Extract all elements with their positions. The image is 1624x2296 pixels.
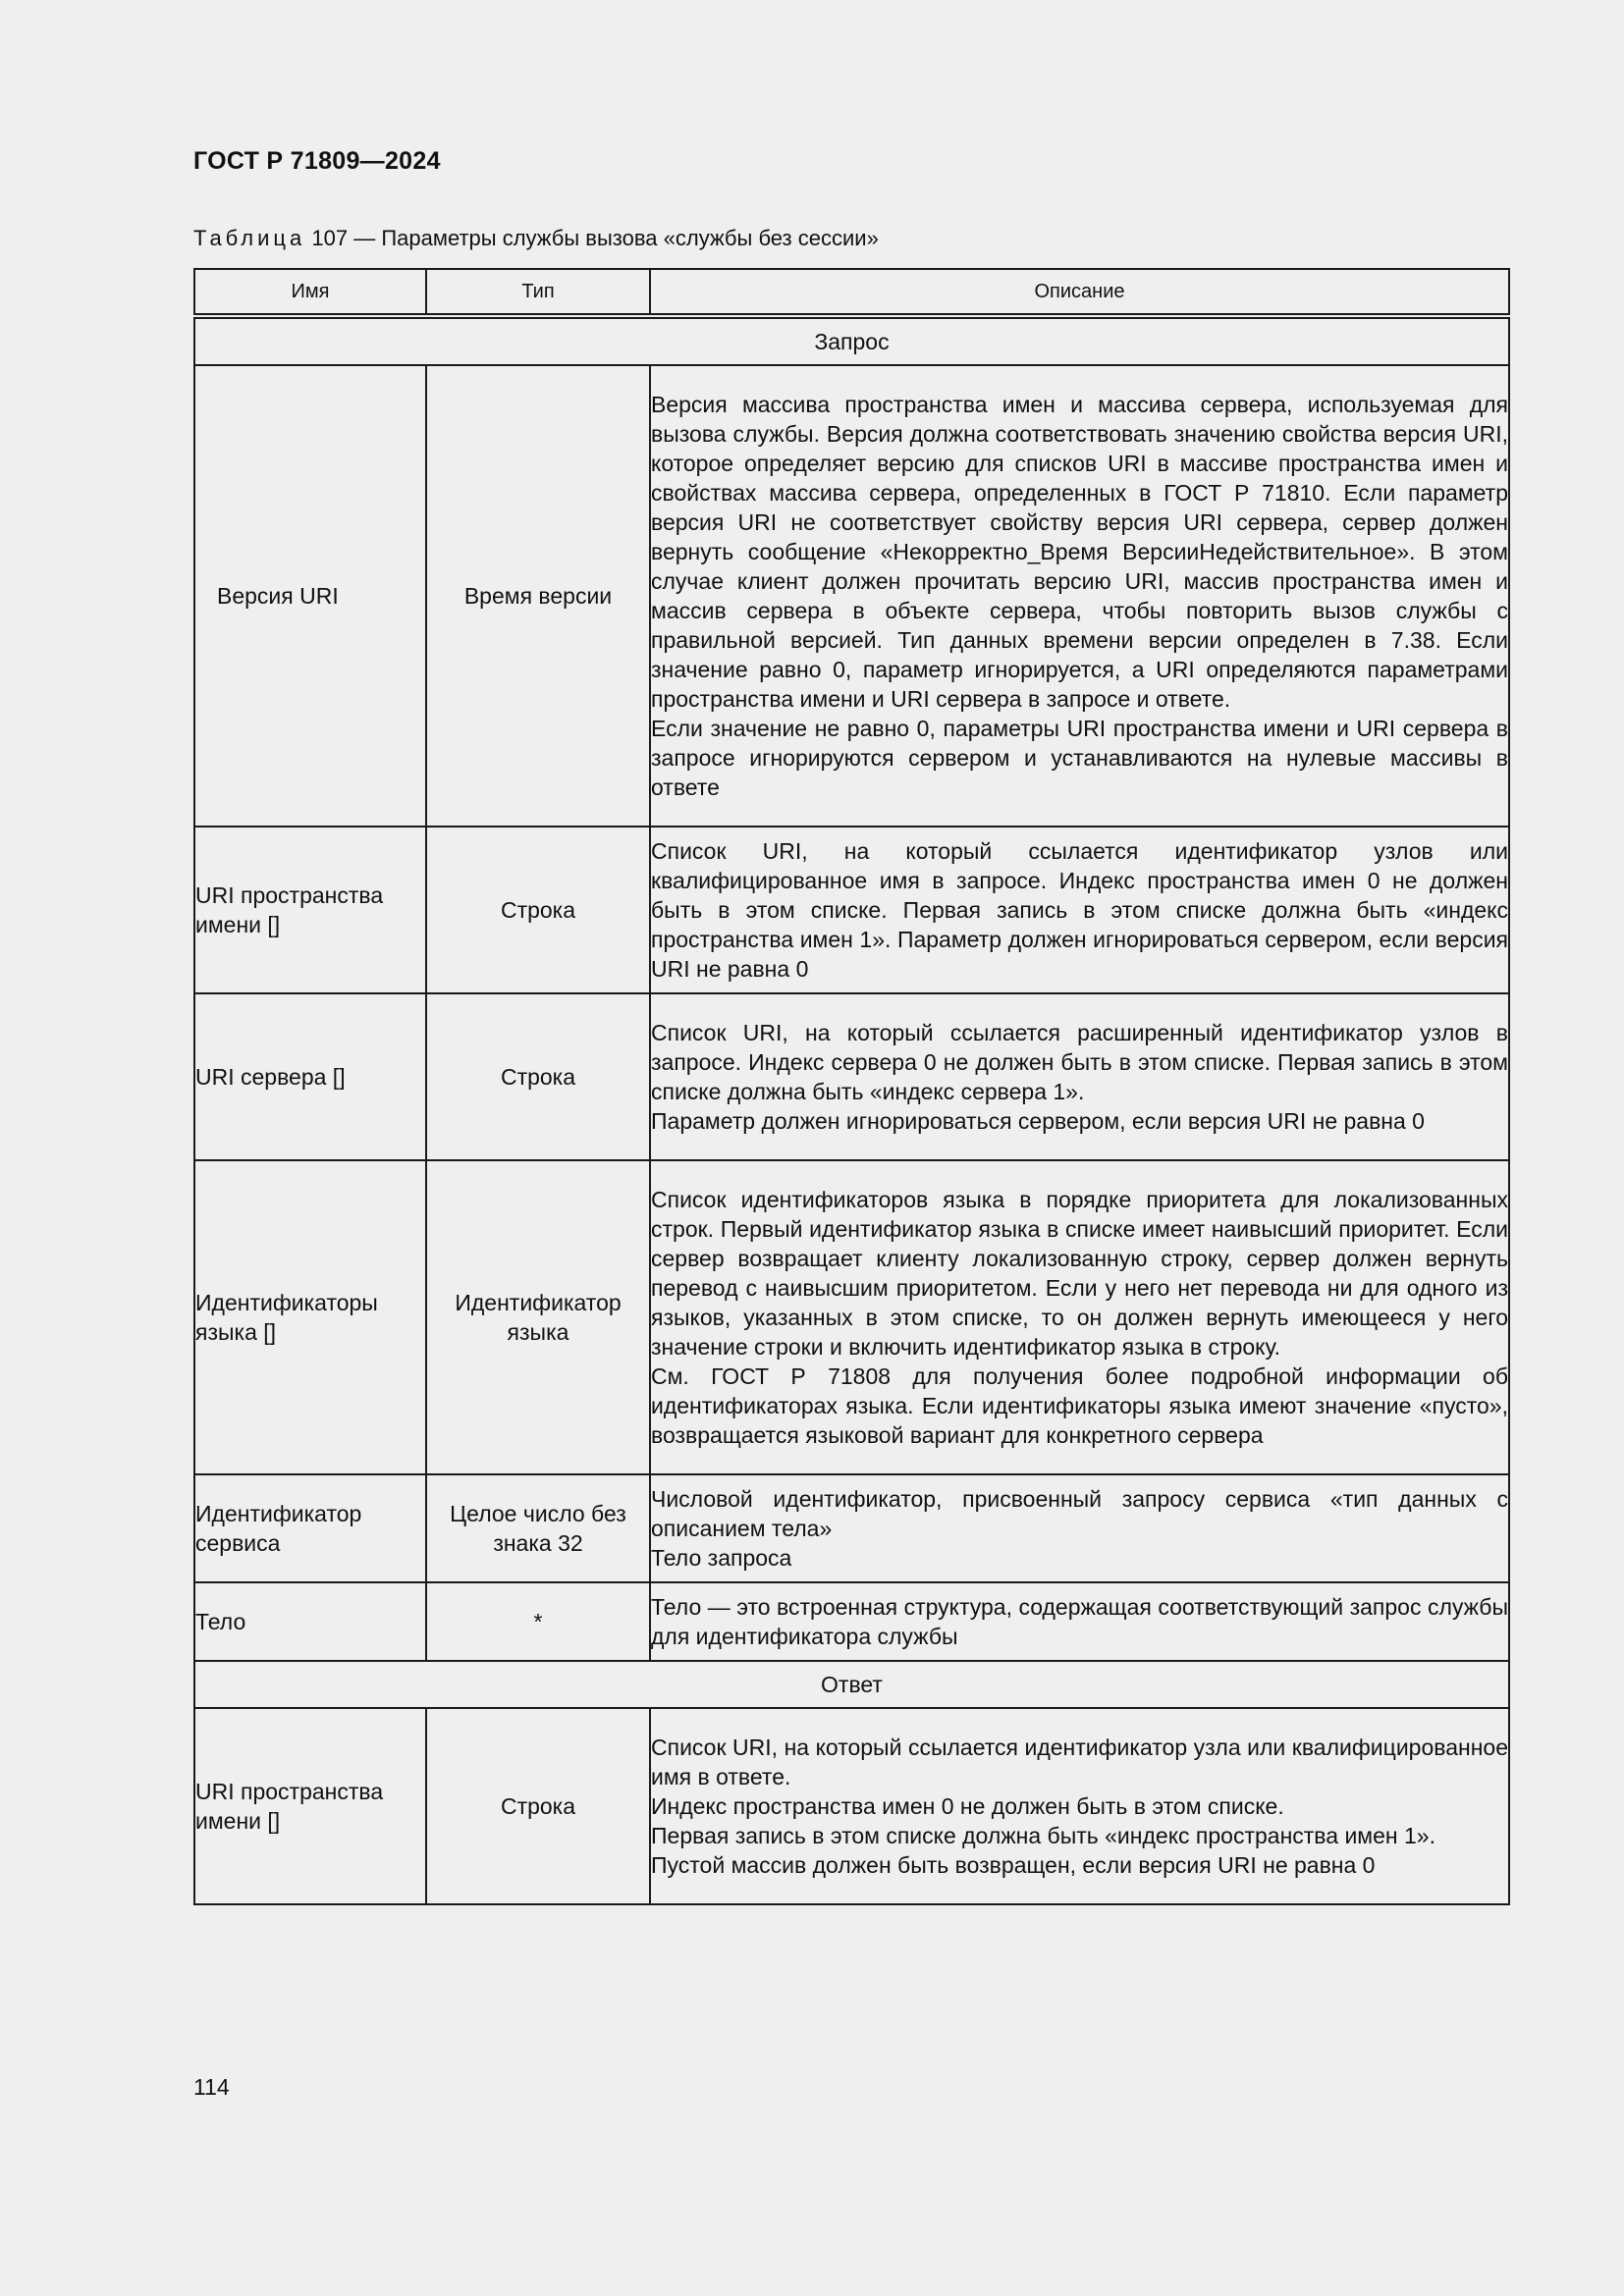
table-row (194, 993, 1509, 1160)
param-description (650, 1160, 1509, 1474)
param-type: Идентификатор языка (426, 1160, 650, 1474)
param-description-text-2: Индекс пространства имен 0 не должен быть в этом списке. (651, 1793, 1284, 1819)
table-caption-text: 107 — Параметры службы вызова «службы без сессии» (311, 226, 879, 250)
section-title-response: Ответ (194, 1661, 1509, 1708)
param-name: URI пространства имени [] (194, 1708, 426, 1904)
table-row (194, 365, 1509, 827)
table-row (194, 1474, 1509, 1582)
param-description-text: Числовой идентификатор, присвоенный запросу сервиса «тип данных с описанием тела» (651, 1486, 1508, 1541)
table-caption (193, 226, 879, 251)
param-name: Идентификаторы языка [] (194, 1160, 426, 1474)
table-row (194, 827, 1509, 993)
param-description (650, 1708, 1509, 1904)
table-caption-prefix: Таблица (193, 226, 306, 250)
parameters-table (193, 268, 1510, 1905)
param-type: Время версии (426, 365, 650, 827)
document-standard-header: ГОСТ Р 71809—2024 (193, 147, 441, 175)
param-name: URI сервера [] (194, 993, 426, 1160)
param-description-text-3: Первая запись в этом списке должна быть «индекс пространства имен 1». (651, 1823, 1435, 1848)
param-description-text-2: Тело запроса (651, 1545, 792, 1571)
param-description (650, 827, 1509, 993)
param-description-text: Версия массива пространства имен и массива сервера, используемая для вызова службы. Версия должна соответствовать значению свойства версия URI, которое определяет версию для списков URI в массиве пространства имен и свойствах массива сервера, определенных в ГОСТ Р 71810. Если параметр версия URI не соответствует свойству версия URI сервера, сервер должен вернуть сообщение «Некорректно_Время ВерсииНедействительное». В этом случае клиент должен прочитать версию URI, массив пространства имен и массив сервера в объекте сервера, чтобы повторить вызов службы с правильной версией. Тип данных времени версии определен в 7.38. Если значение равно 0, параметр игнорируется, а URI определяются параметрами пространства имени и URI сервера в запросе и ответе. (651, 392, 1508, 712)
param-type: Строка (426, 827, 650, 993)
table-row (194, 1582, 1509, 1661)
param-description (650, 993, 1509, 1160)
table-row (194, 1708, 1509, 1904)
param-description-text-4: Пустой массив должен быть возвращен, если версия URI не равна 0 (651, 1852, 1376, 1878)
param-name: Версия URI (194, 365, 426, 827)
section-title-request: Запрос (194, 316, 1509, 365)
column-header-name: Имя (194, 269, 426, 316)
table-row (194, 1160, 1509, 1474)
table-header-row (194, 269, 1509, 316)
section-row-response (194, 1661, 1509, 1708)
param-description-text: Тело — это встроенная структура, содержащая соответствующий запрос службы для идентификатора службы (651, 1594, 1508, 1649)
param-name: Идентификатор сервиса (194, 1474, 426, 1582)
param-description-text: Список идентификаторов языка в порядке приоритета для локализованных строк. Первый идентификатор языка в списке имеет наивысший приоритет. Если сервер возвращает клиенту локализованную строку, сервер должен вернуть перевод с наивысшим приоритетом. Если у него нет перевода ни для одного из языков, указанных в этом списке, то он должен вернуть имеющееся у него значение строки и включить идентификатор языка в строку. (651, 1187, 1508, 1360)
section-row-request (194, 316, 1509, 365)
param-type: * (426, 1582, 650, 1661)
param-description-text: Список URI, на который ссылается идентификатор узла или квалифицированное имя в ответе. (651, 1735, 1508, 1789)
page-number: 114 (193, 2074, 230, 2100)
param-type: Строка (426, 993, 650, 1160)
param-name: URI пространства имени [] (194, 827, 426, 993)
param-description-text: Список URI, на который ссылается расширенный идентификатор узлов в запросе. Индекс сервера 0 не должен быть в этом списке. Первая запись в этом списке должна быть «индекс сервера 1». (651, 1020, 1508, 1104)
param-description-text-2: См. ГОСТ Р 71808 для получения более подробной информации об идентификаторах языка. Если идентификаторы языка имеют значение «пусто», возвращается языковой вариант для конкретного сервера (651, 1363, 1508, 1448)
param-type: Строка (426, 1708, 650, 1904)
param-description (650, 1474, 1509, 1582)
param-description-text-2: Параметр должен игнорироваться сервером, если версия URI не равна 0 (651, 1108, 1425, 1134)
param-description-text-2: Если значение не равно 0, параметры URI пространства имени и URI сервера в запросе игнорируются сервером и устанавливаются на нулевые массивы в ответе (651, 716, 1508, 800)
column-header-description: Описание (650, 269, 1509, 316)
column-header-type: Тип (426, 269, 650, 316)
param-name: Тело (194, 1582, 426, 1661)
param-description-text: Список URI, на который ссылается идентификатор узлов или квалифицированное имя в запросе. Индекс пространства имен 0 не должен быть в этом списке. Первая запись в этом списке должна быть «индекс пространства имен 1». Параметр должен игнорироваться сервером, если версия URI не равна 0 (651, 838, 1508, 982)
param-description (650, 1582, 1509, 1661)
param-description (650, 365, 1509, 827)
param-type: Целое число без знака 32 (426, 1474, 650, 1582)
